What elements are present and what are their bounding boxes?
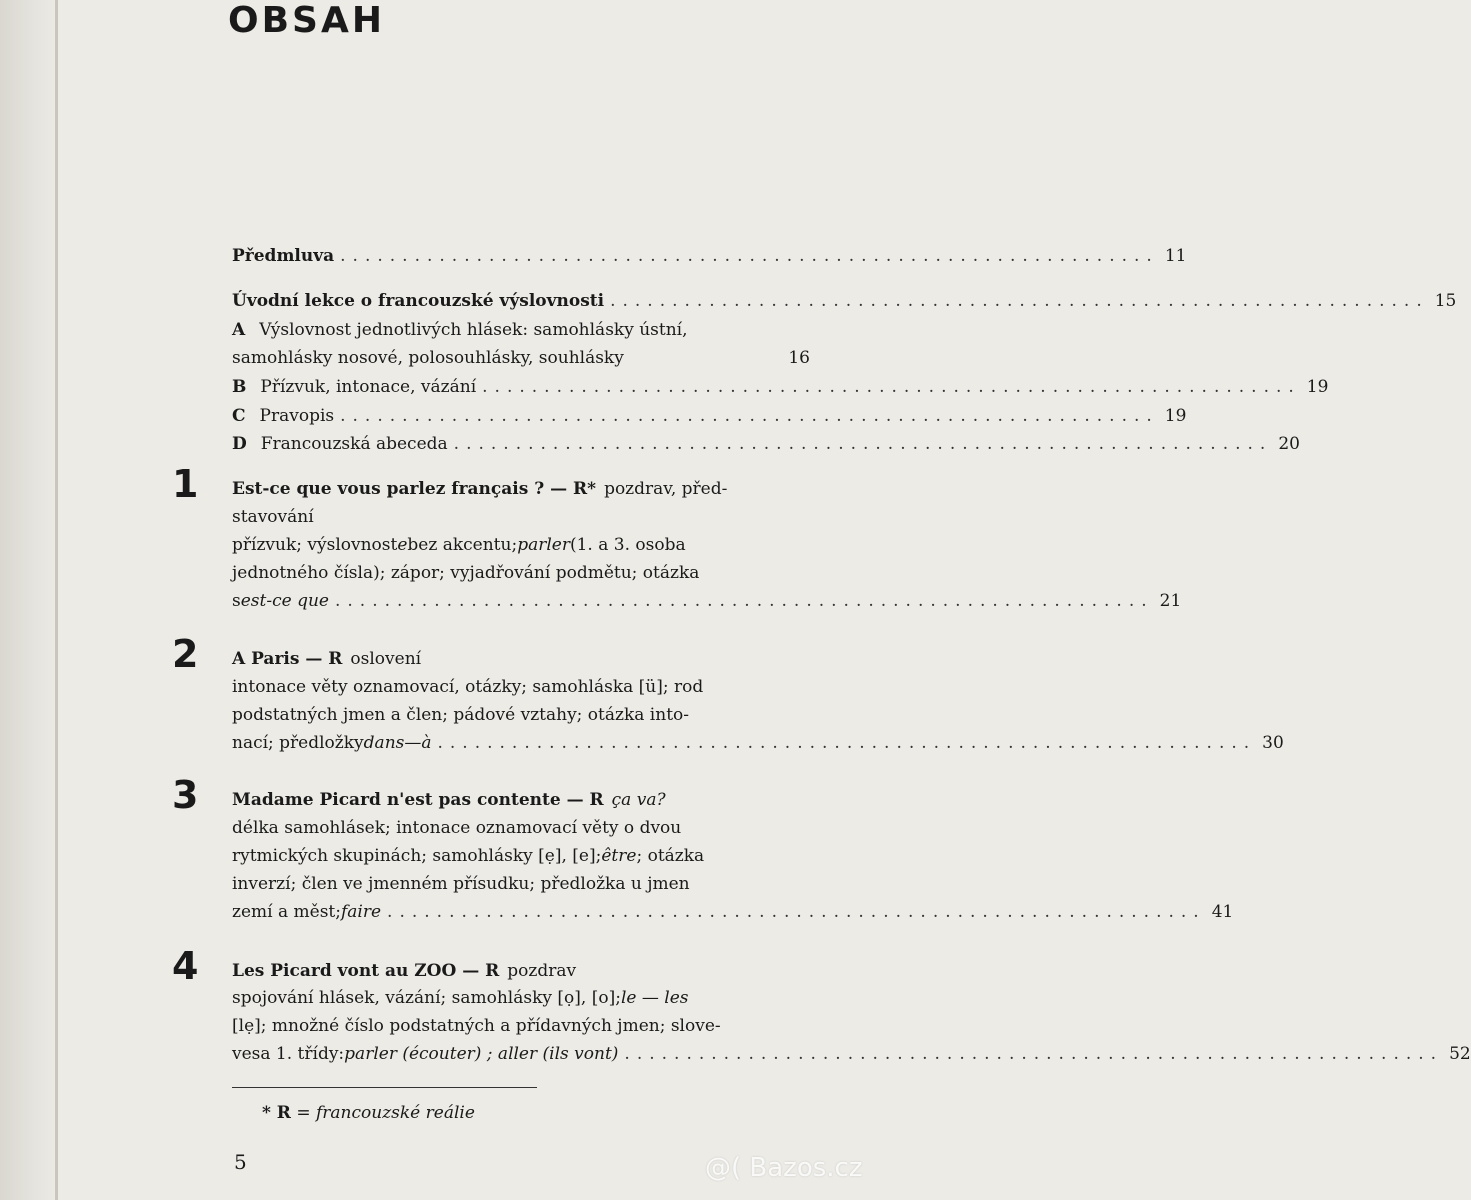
chapter-text: s bbox=[232, 591, 241, 611]
page-number: 5 bbox=[234, 1150, 247, 1174]
chapter-text: [lẹ]; množné číslo podstatných a přídavných jmen; slove- bbox=[232, 1016, 721, 1036]
chapter-2-line2 bbox=[232, 677, 810, 705]
chapter-number: 3 bbox=[172, 773, 199, 817]
chapter-text: nací; předložky bbox=[232, 733, 364, 753]
chapter-title: Est-ce que vous parlez français ? — R* bbox=[232, 479, 597, 499]
chapter-text: (1. a 3. osoba bbox=[569, 535, 686, 555]
chapter-topic: pozdrav, před- bbox=[604, 479, 728, 499]
leader-dots: .................................................................. bbox=[340, 406, 1159, 426]
chapter-title: Les Picard vont au ZOO — R bbox=[232, 961, 500, 981]
chapter-3-line2 bbox=[232, 818, 810, 846]
chapter-text-italic: être bbox=[601, 846, 637, 866]
toc-page: 52 bbox=[1449, 1044, 1471, 1064]
toc-letter: C bbox=[232, 406, 246, 426]
toc-letter: D bbox=[232, 434, 247, 454]
leader-dots: .................................................................. bbox=[453, 434, 1273, 454]
toc-label: Úvodní lekce o francouzské výslovnosti bbox=[232, 291, 605, 311]
leader-dots: .................................................................. bbox=[340, 246, 1159, 266]
toc-page: 15 bbox=[1434, 291, 1457, 311]
chapter-1-title bbox=[232, 479, 810, 507]
chapter-text: stavování bbox=[232, 507, 314, 527]
toc-entry-a-line1 bbox=[232, 320, 810, 348]
chapter-number: 1 bbox=[172, 462, 199, 506]
toc-page: 21 bbox=[1159, 591, 1182, 611]
toc-page: 20 bbox=[1278, 434, 1300, 454]
chapter-3-title bbox=[232, 790, 810, 818]
chapter-title: Madame Picard n'est pas contente — R bbox=[232, 790, 604, 810]
chapter-text: jednotného čísla); zápor; vyjadřování podmětu; otázka bbox=[232, 563, 700, 583]
chapter-text: inverzí; člen ve jmenném přísudku; předložka u jmen bbox=[232, 874, 690, 894]
chapter-topic: pozdrav bbox=[507, 961, 577, 981]
toc-label: samohlásky nosové, polosouhlásky, souhlásky bbox=[232, 348, 624, 368]
footnote bbox=[262, 1103, 475, 1123]
toc-letter: B bbox=[232, 377, 247, 397]
toc-label: Výslovnost jednotlivých hlásek: samohlásky ústní, bbox=[259, 320, 688, 340]
chapter-3-line3 bbox=[232, 846, 810, 874]
chapter-text: ; otázka bbox=[636, 846, 705, 866]
chapter-text: bez akcentu; bbox=[407, 535, 518, 555]
leader-dots: .................................................................. bbox=[624, 1044, 1444, 1064]
chapter-4-line2 bbox=[232, 988, 810, 1016]
leader-dots: .................................................................. bbox=[610, 291, 1429, 311]
toc-label: Předmluva bbox=[232, 246, 335, 266]
chapter-topic: ça va? bbox=[611, 790, 666, 810]
chapter-text: délka samohlásek; intonace oznamovací věty o dvou bbox=[232, 818, 682, 838]
chapter-3-line5 bbox=[232, 902, 1234, 930]
chapter-text-italic: est-ce que bbox=[240, 591, 329, 611]
chapter-text: spojování hlásek, vázání; samohlásky [ọ], [o]; bbox=[232, 988, 621, 1008]
book-gutter bbox=[0, 0, 60, 1200]
chapter-2-line3 bbox=[232, 705, 810, 733]
chapter-text-italic: parler bbox=[517, 535, 570, 555]
page-fold bbox=[55, 0, 58, 1200]
toc-letter: A bbox=[232, 320, 246, 340]
chapter-text: zemí a měst; bbox=[232, 902, 341, 922]
chapter-text: rytmických skupinách; samohlásky [ẹ], [e]; bbox=[232, 846, 602, 866]
leader-dots: .................................................................. bbox=[482, 377, 1301, 397]
chapter-topic: oslovení bbox=[350, 649, 422, 669]
toc-page: 41 bbox=[1211, 902, 1234, 922]
chapter-number: 2 bbox=[172, 632, 199, 676]
toc-entry-c bbox=[232, 406, 1187, 434]
footnote-rule bbox=[232, 1087, 537, 1088]
chapter-4-title bbox=[232, 961, 810, 989]
chapter-text-italic: parler (écouter) ; aller (ils vont) bbox=[344, 1044, 619, 1064]
chapter-4-line3 bbox=[232, 1016, 810, 1044]
chapter-text: podstatných jmen a člen; pádové vztahy; otázka into- bbox=[232, 705, 689, 725]
toc-page: 19 bbox=[1306, 377, 1329, 397]
toc-label: Francouzská abeceda bbox=[260, 434, 448, 454]
chapter-1-line3 bbox=[232, 535, 810, 563]
leader-dots: .................................................................. bbox=[437, 733, 1257, 753]
chapter-3-line4 bbox=[232, 874, 810, 902]
chapter-text-italic: dans—à bbox=[363, 733, 432, 753]
chapter-text: intonace věty oznamovací, otázky; samohláska [ü]; rod bbox=[232, 677, 704, 697]
toc-page: 30 bbox=[1262, 733, 1284, 753]
toc-label: Pravopis bbox=[259, 406, 335, 426]
chapter-text: přízvuk; výslovnost bbox=[232, 535, 398, 555]
chapter-text-italic: e bbox=[397, 535, 408, 555]
toc-page: 16 bbox=[788, 348, 810, 368]
toc-entry-predmluva bbox=[232, 246, 1187, 274]
watermark: @( Bazos.cz bbox=[705, 1153, 863, 1183]
toc-entry-a-line2 bbox=[232, 348, 810, 376]
toc-label: Přízvuk, intonace, vázání bbox=[260, 377, 477, 397]
toc-page: 11 bbox=[1164, 246, 1187, 266]
toc-page: 19 bbox=[1164, 406, 1187, 426]
chapter-text-italic: faire bbox=[340, 902, 382, 922]
page-title: OBSAH bbox=[228, 0, 385, 41]
footnote-text: = francouzské reálie bbox=[296, 1103, 475, 1123]
chapter-1-line5 bbox=[232, 591, 1182, 619]
chapter-1-line2 bbox=[232, 507, 810, 535]
chapter-title: A Paris — R bbox=[232, 649, 343, 669]
chapter-2-title bbox=[232, 649, 810, 677]
leader-dots: .................................................................. bbox=[387, 902, 1206, 922]
toc-entry-d bbox=[232, 434, 1300, 462]
chapter-text-italic: le — les bbox=[620, 988, 689, 1008]
leader-dots: .................................................................. bbox=[334, 591, 1154, 611]
chapter-4-line4 bbox=[232, 1044, 1471, 1072]
footnote-mark: * R bbox=[262, 1103, 291, 1123]
chapter-number: 4 bbox=[172, 944, 199, 988]
chapter-2-line4 bbox=[232, 733, 1284, 761]
toc-entry-b bbox=[232, 377, 1329, 405]
chapter-text: vesa 1. třídy: bbox=[232, 1044, 345, 1064]
toc-entry-uvod bbox=[232, 291, 1457, 319]
chapter-1-line4 bbox=[232, 563, 810, 591]
